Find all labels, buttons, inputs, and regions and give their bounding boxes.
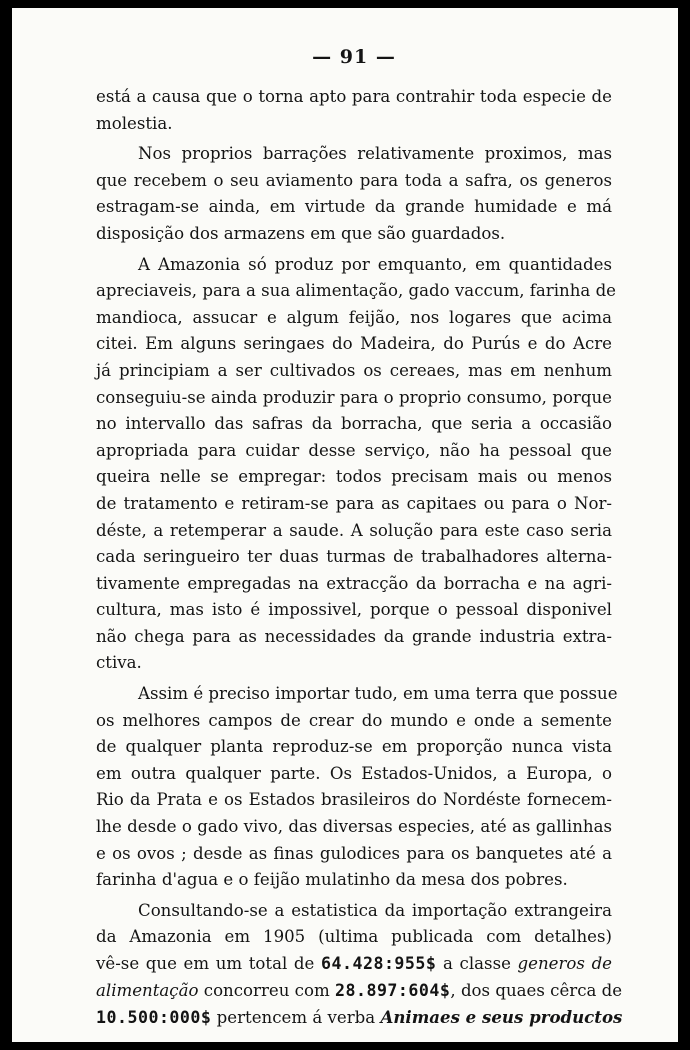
text-line: já principiam a ser cultivados os cereaes, mas em nenhum bbox=[96, 360, 612, 380]
text-line: lhe desde o gado vivo, das diversas especies, até as gallinhas bbox=[96, 817, 612, 837]
text-line: déste, a retemperar a saude. A solução para este caso seria bbox=[96, 520, 612, 540]
text-line: está a causa que o torna apto para contrahir toda especie de bbox=[96, 87, 612, 106]
text-line bbox=[96, 924, 612, 951]
text-segment: da Amazonia em 1905 (ultima publicada com detalhes) bbox=[96, 927, 612, 947]
text-line: e os ovos ; desde as finas gulodices para os banquetes até a bbox=[96, 843, 612, 863]
text-line: estragam-se ainda, em virtude da grande humidade e má bbox=[96, 197, 612, 217]
text-line bbox=[96, 978, 623, 1005]
text-line bbox=[96, 951, 612, 978]
text-segment: alimentação bbox=[96, 980, 199, 1000]
text-segment: Animaes e seus productos bbox=[380, 1007, 623, 1028]
text-line: cada seringueiro ter duas turmas de trabalhadores alterna- bbox=[96, 547, 612, 567]
text-line: de qualquer planta reproduz-se em proporção nunca vista bbox=[96, 737, 612, 757]
text-line: no intervallo das safras da borracha, que seria a occasião bbox=[96, 414, 612, 434]
paragraph bbox=[96, 84, 612, 137]
text-line: em outra qualquer parte. Os Estados-Unidos, a Europa, o bbox=[96, 763, 612, 783]
text-segment: Consultando-se a estatistica da importação extrangeira bbox=[138, 900, 612, 920]
text-line: de tratamento e retiram-se para as capitaes ou para o Nor- bbox=[96, 493, 612, 513]
text-line: não chega para as necessidades da grande industria extra- bbox=[96, 626, 612, 646]
page-content bbox=[96, 42, 623, 1036]
text-line: conseguiu-se ainda produzir para o proprio consumo, porque bbox=[96, 387, 612, 407]
text-line: queira nelle se empregar: todos precisam mais ou menos bbox=[96, 467, 612, 487]
paragraph bbox=[96, 252, 617, 678]
text-line: ctiva. bbox=[96, 653, 142, 673]
text-segment: , dos quaes cêrca de bbox=[450, 980, 623, 1000]
text-segment: vê-se que em um total de bbox=[96, 954, 321, 973]
text-line bbox=[96, 1004, 623, 1032]
text-line: farinha d'agua e o feijão mulatinho da mesa dos pobres. bbox=[96, 870, 568, 890]
text-line: disposição dos armazens em que são guardados. bbox=[96, 223, 506, 243]
text-segment: 10.500:000$ bbox=[96, 1008, 212, 1028]
text-segment: generos de bbox=[517, 954, 613, 973]
text-segment: concorreu com bbox=[198, 980, 335, 1000]
text-line bbox=[96, 898, 612, 925]
body-text bbox=[96, 84, 623, 1032]
text-line: Rio da Prata e os Estados brasileiros do Nordéste fornecem- bbox=[96, 790, 612, 810]
text-segment: 28.897:604$ bbox=[334, 980, 451, 1000]
text-line: apropriada para cuidar desse serviço, não ha pessoal que bbox=[96, 440, 612, 460]
paragraph bbox=[96, 898, 623, 1032]
text-segment: pertencem á verba bbox=[211, 1008, 381, 1028]
text-segment: a classe bbox=[436, 954, 518, 973]
paragraph bbox=[96, 681, 618, 894]
text-line: os melhores campos de crear do mundo e onde a semente bbox=[96, 710, 612, 730]
text-line: cultura, mas isto é impossivel, porque o pessoal disponivel bbox=[96, 600, 612, 620]
text-line: apreciaveis, para a sua alimentação, gado vaccum, farinha de bbox=[96, 281, 617, 301]
paragraph bbox=[96, 141, 612, 247]
text-line: Assim é preciso importar tudo, em uma terra que possue bbox=[138, 684, 618, 704]
text-line: que recebem o seu aviamento para toda a safra, os generos bbox=[96, 170, 612, 190]
text-line: citei. Em alguns seringaes do Madeira, do Purús e do Acre bbox=[96, 334, 612, 354]
text-line: tivamente empregadas na extracção da borracha e na agri- bbox=[96, 573, 612, 593]
page-number: — 91 — bbox=[312, 46, 396, 68]
text-segment: 64.428:955$ bbox=[321, 954, 437, 973]
text-line: A Amazonia só produz por emquanto, em quantidades bbox=[138, 254, 612, 274]
text-line: mandioca, assucar e algum feijão, nos logares que acima bbox=[96, 307, 612, 327]
text-line: molestia. bbox=[96, 113, 173, 133]
text-line: Nos proprios barrações relativamente proximos, mas bbox=[138, 144, 612, 164]
